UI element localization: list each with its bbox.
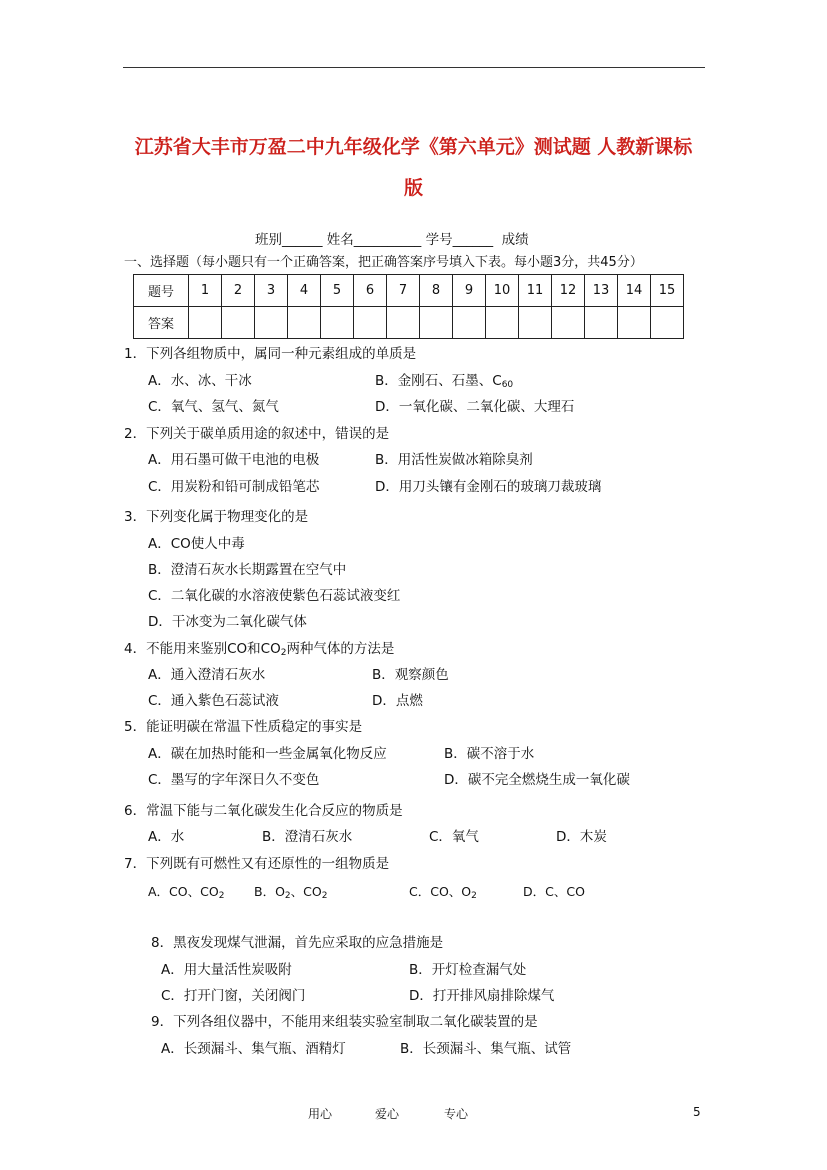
answer-cell[interactable] [552, 307, 585, 339]
q5-option-b: B．碳不溶于水 [444, 746, 535, 762]
q6-option-c: C．氧气 [429, 829, 479, 845]
answer-cell[interactable] [519, 307, 552, 339]
q9-option-a: A．长颈漏斗、集气瓶、酒精灯 [161, 1041, 346, 1057]
answer-cell[interactable] [222, 307, 255, 339]
q4-option-a: A．通入澄清石灰水 [148, 667, 266, 683]
q2-option-b: B．用活性炭做冰箱除臭剂 [375, 452, 533, 468]
table-cell: 1 [189, 275, 222, 307]
q4-option-b: B．观察颜色 [372, 667, 449, 683]
table-cell: 题号 [134, 275, 189, 307]
q3-option-b: B．澄清石灰水长期露置在空气中 [148, 562, 347, 578]
q8-option-b: B．开灯检查漏气处 [409, 962, 527, 978]
question-8: 8．黑夜发现煤气泄漏，首先应采取的应急措施是 [151, 935, 444, 951]
q5-option-d: D．碳不完全燃烧生成一氧化碳 [444, 772, 630, 788]
answer-cell[interactable] [354, 307, 387, 339]
table-cell: 答案 [134, 307, 189, 339]
answer-cell[interactable] [453, 307, 486, 339]
answer-cell[interactable] [420, 307, 453, 339]
table-cell: 9 [453, 275, 486, 307]
question-5: 5．能证明碳在常温下性质稳定的事实是 [124, 719, 363, 735]
table-row [134, 275, 684, 307]
answer-cell[interactable] [618, 307, 651, 339]
answer-table [133, 274, 684, 339]
q4-option-c: C．通入紫色石蕊试液 [148, 693, 279, 709]
question-9: 9．下列各组仪器中，不能用来组装实验室制取二氧化碳装置的是 [151, 1014, 538, 1030]
q2-option-c: C．用炭粉和铅可制成铅笔芯 [148, 479, 320, 495]
q1-option-a: A．水、冰、干冰 [148, 373, 252, 389]
q3-option-c: C．二氧化碳的水溶液使紫色石蕊试液变红 [148, 588, 401, 604]
table-cell: 6 [354, 275, 387, 307]
q6-option-b: B．澄清石灰水 [262, 829, 353, 845]
answer-cell[interactable] [189, 307, 222, 339]
question-1: 1．下列各组物质中，属同一种元素组成的单质是 [124, 346, 417, 362]
table-cell: 12 [552, 275, 585, 307]
q7-option-b: B．$O_2$、$CO_2$ [254, 884, 328, 901]
table-cell: 15 [651, 275, 684, 307]
answer-cell[interactable] [288, 307, 321, 339]
table-cell: 5 [321, 275, 354, 307]
table-cell: 11 [519, 275, 552, 307]
q8-option-d: D．打开排风扇排除煤气 [409, 988, 555, 1004]
answer-cell[interactable] [255, 307, 288, 339]
q6-option-a: A．水 [148, 829, 185, 845]
q6-option-d: D．木炭 [556, 829, 607, 845]
answer-cell[interactable] [486, 307, 519, 339]
table-cell: 14 [618, 275, 651, 307]
q2-option-a: A．用石墨可做干电池的电极 [148, 452, 320, 468]
footer-mid: 爱心 [375, 1107, 400, 1121]
q4-option-d: D．点燃 [372, 693, 423, 709]
answer-cell[interactable] [321, 307, 354, 339]
answer-cell[interactable] [387, 307, 420, 339]
question-3: 3．下列变化属于物理变化的是 [124, 509, 309, 525]
answer-cell[interactable] [585, 307, 618, 339]
q8-option-c: C．打开门窗，关闭阀门 [161, 988, 306, 1004]
q9-option-b: B．长颈漏斗、集气瓶、试管 [400, 1041, 572, 1057]
question-6: 6．常温下能与二氧化碳发生化合反应的物质是 [124, 803, 403, 819]
q3-option-a: A．CO使人中毒 [148, 536, 245, 552]
q2-option-d: D．用刀头镶有金刚石的玻璃刀裁玻璃 [375, 479, 602, 495]
question-7: 7．下列既有可燃性又有还原性的一组物质是 [124, 856, 390, 872]
q7-option-a: A．CO、$CO_2$ [148, 884, 225, 901]
table-cell: 7 [387, 275, 420, 307]
q5-option-c: C．墨写的字年深日久不变色 [148, 772, 320, 788]
footer-right: 专心 [444, 1107, 469, 1121]
table-cell: 8 [420, 275, 453, 307]
q7-option-c: C．CO、$O_2$ [409, 884, 477, 901]
q1-option-c: C．氧气、氢气、氮气 [148, 399, 279, 415]
header-rule [123, 67, 705, 68]
section-heading: 一、选择题（每小题只有一个正确答案，把正确答案序号填入下表。每小题3分，共45分） [124, 255, 643, 270]
table-cell: 13 [585, 275, 618, 307]
question-4: 4．不能用来鉴别CO和$CO_2$两种气体的方法是 [124, 641, 395, 658]
student-info: 班别______ 姓名__________ 学号______ 成绩 [255, 232, 529, 248]
table-row [134, 307, 684, 339]
q5-option-a: A．碳在加热时能和一些金属氧化物反应 [148, 746, 387, 762]
table-cell: 4 [288, 275, 321, 307]
document-title-line1: 江苏省大丰市万盈二中九年级化学《第六单元》测试题 人教新课标 [134, 136, 693, 158]
q7-option-d: D．C、CO [523, 884, 585, 899]
table-cell: 2 [222, 275, 255, 307]
q3-option-d: D．干冰变为二氧化碳气体 [148, 614, 307, 630]
question-2: 2．下列关于碳单质用途的叙述中，错误的是 [124, 426, 390, 442]
document-title-line2: 版 [403, 177, 423, 199]
answer-cell[interactable] [651, 307, 684, 339]
page-number: 5 [693, 1105, 701, 1119]
q1-option-d: D．一氧化碳、二氧化碳、大理石 [375, 399, 575, 415]
table-cell: 10 [486, 275, 519, 307]
footer-left: 用心 [308, 1107, 333, 1121]
q8-option-a: A．用大量活性炭吸附 [161, 962, 292, 978]
table-cell: 3 [255, 275, 288, 307]
q1-option-b: B．金刚石、石墨、$C_{60}$ [375, 373, 514, 390]
